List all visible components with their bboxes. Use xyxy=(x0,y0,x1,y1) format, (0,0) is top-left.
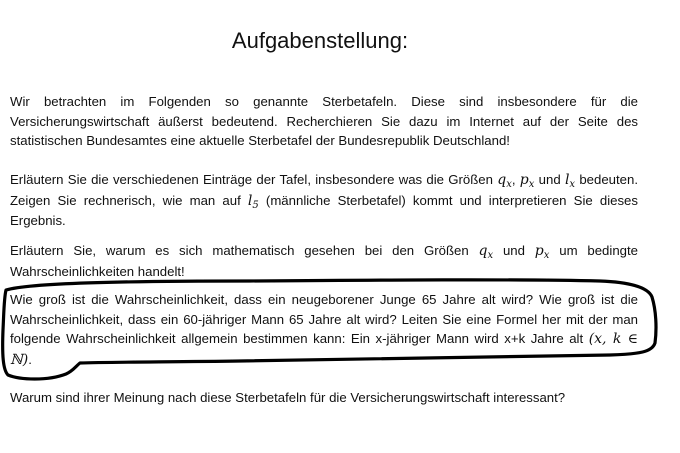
p3-text-1: Erläutern Sie, warum es sich mathematisch gesehen bei den Größen xyxy=(10,243,479,258)
paragraph-insurance-question xyxy=(10,388,638,408)
math-sub-5: 5 xyxy=(252,199,259,211)
p2-text-2: bedeuten. Zeigen Sie rechnerisch, wie man auf xyxy=(10,172,638,208)
p2-comma: , xyxy=(511,172,520,187)
math-sub-x: x xyxy=(569,179,576,190)
p5-text: Warum sind ihrer Meinung nach diese Sterbetafeln für die Versicherungswirtschaft interessant? xyxy=(10,390,566,405)
math-l5: l xyxy=(247,192,253,209)
math-sub-x: x xyxy=(506,179,512,190)
math-l: l xyxy=(564,172,570,188)
paragraph-conditional xyxy=(10,241,638,281)
math-p: p xyxy=(534,243,544,259)
math-sub-x: x xyxy=(487,250,494,261)
p2-text-3: (männliche Sterbetafel) kommt und interpretieren Sie dieses Ergebnis. xyxy=(10,192,638,228)
p4-text: Wie groß ist die Wahrscheinlichkeit, dass ein neugeborener Junge 65 Jahre alt wird? Wie groß ist die Wahrscheinlichkeit, dass ein 60-jähriger Mann 65 Jahre alt wird? Leiten Sie eine Formel her mit der man folgende Wahrscheinlichkeit allgemein bestimmen kann: Ein x-jähriger Mann wird x+k Jahre alt xyxy=(10,292,638,346)
math-l-5 xyxy=(248,193,259,209)
p3-und: und xyxy=(493,243,535,258)
paragraph-intro-text: Wir betrachten im Folgenden so genannte Sterbetafeln. Diese sind insbesondere für die Versicherungswirtschaft äußerst bedeutend. Recherchieren Sie dazu im Internet auf der Seite des statistischen Bundesamtes eine aktuelle Sterbetafel der Bundesrepublik Deutschland! xyxy=(10,94,638,148)
math-q-x xyxy=(497,172,512,188)
math-p: p xyxy=(519,172,529,188)
math-x-k-in-n: (x, k ∈ ℕ) xyxy=(10,331,638,368)
math-p-x xyxy=(520,172,535,188)
math-q-x xyxy=(479,243,494,259)
math-sub-x: x xyxy=(528,179,535,190)
math-l-x xyxy=(565,172,575,188)
paragraph-explain-entries xyxy=(10,170,638,231)
paragraph-probability-question xyxy=(10,290,638,370)
math-q: q xyxy=(497,172,507,188)
math-sub-x: x xyxy=(543,250,550,261)
page-title: Aufgabenstellung: xyxy=(231,28,409,53)
p2-und: und xyxy=(534,172,565,187)
paragraph-intro xyxy=(10,92,638,151)
math-p-x xyxy=(535,243,550,259)
math-q: q xyxy=(478,243,488,259)
p2-text-1: Erläutern Sie die verschiedenen Einträge der Tafel, insbesondere was die Größen xyxy=(10,172,498,187)
p3-text-2: um bedingte Wahrscheinlichkeiten handelt! xyxy=(10,243,638,279)
p4-end: . xyxy=(28,351,32,367)
